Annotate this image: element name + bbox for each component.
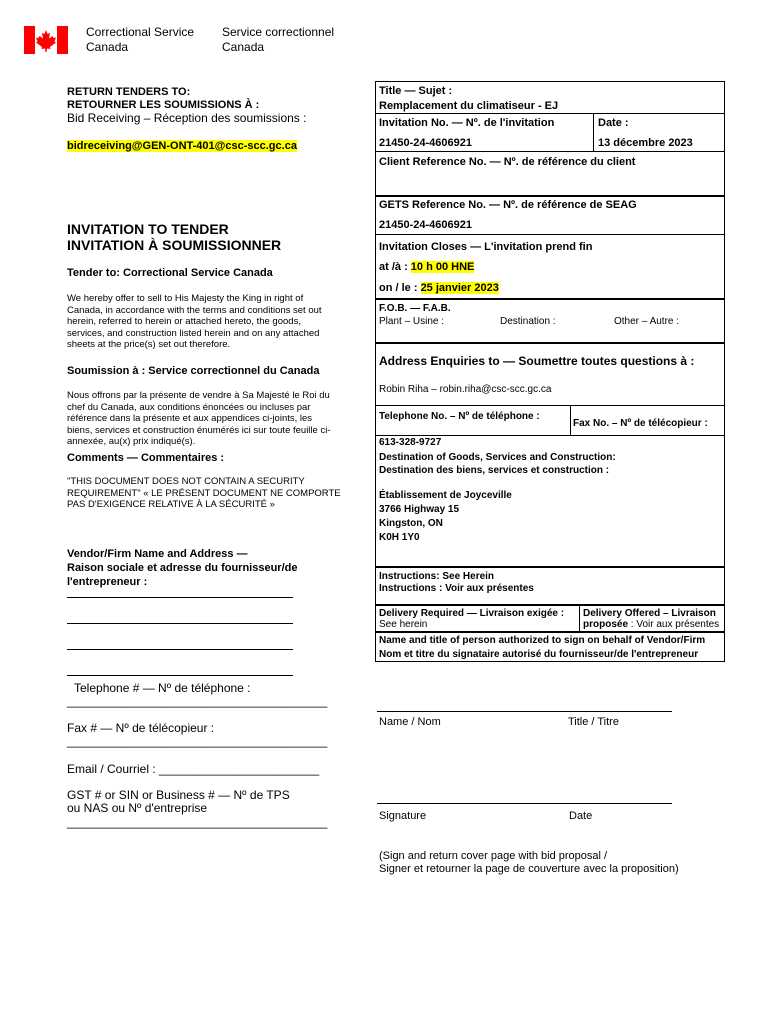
address-line: 3766 Highway 15	[379, 504, 460, 515]
closing-time-value: 10 h 00 HNE	[410, 261, 475, 273]
security-statement	[67, 476, 341, 511]
delivery-required-value: See herein	[379, 619, 428, 630]
comments-label: Comments — Commentaires :	[67, 452, 225, 464]
name-label: Name / Nom	[379, 716, 441, 728]
instructions-line2: Instructions : Voir aux présentes	[379, 583, 534, 594]
dept-name-fr	[222, 25, 334, 55]
address-line: Établissement de Joyceville	[379, 490, 512, 501]
sign-instructions-line1: (Sign and return cover page with bid proposal /	[379, 850, 608, 862]
delivery-offered-line2	[583, 619, 719, 631]
vendor-line: l'entrepreneur :	[67, 576, 148, 588]
return-tenders-en: RETURN TENDERS TO:	[67, 86, 191, 98]
bid-email[interactable]	[67, 139, 297, 153]
signature-label: Signature	[379, 810, 427, 822]
gets-label: GETS Reference No. — Nº. de référence de SEAG	[379, 199, 637, 211]
invitation-no-value: 21450-24-4606921	[379, 137, 472, 149]
authorized-line2: Nom et titre du signataire autorisé du fournisseur/de l'entrepreneur	[379, 649, 699, 660]
address-line: Kingston, ON	[379, 518, 443, 529]
delivery-offered-label: proposée	[583, 619, 629, 630]
vendor-line: Vendor/Firm Name and Address —	[67, 548, 248, 560]
offer-en-line: herein, referred to herein or attached hereto, the goods,	[67, 316, 301, 327]
tender-to: Tender to: Correctional Service Canada	[67, 267, 273, 279]
closing-date	[379, 281, 499, 295]
offer-fr	[67, 390, 330, 448]
offer-fr-line: chef du Canada, aux conditions énoncées ou incluses par	[67, 401, 311, 413]
fob-label: F.O.B. — F.A.B.	[379, 303, 451, 314]
dept-name-en	[86, 25, 194, 55]
vendor-address-line-4[interactable]	[67, 675, 293, 676]
telephone-field[interactable]: _______________________________________	[67, 694, 328, 708]
fax-no-label: Fax No. – Nº de télécopieur :	[573, 418, 708, 429]
client-ref-label: Client Reference No. — Nº. de référence du client	[379, 156, 636, 168]
other-label: Other – Autre :	[614, 316, 680, 327]
plant-label: Plant – Usine :	[379, 316, 445, 327]
destination-address	[379, 490, 512, 544]
soumission-to: Soumission à : Service correctionnel du Canada	[67, 365, 320, 377]
email-field[interactable]: Email / Courriel : ________________________	[67, 762, 320, 776]
invitation-no-label: Invitation No. — Nº. de l'invitation	[379, 117, 555, 129]
divider	[593, 113, 594, 151]
offer-fr-line: référence dans la présente et aux appendices ci-joints, les	[67, 413, 313, 424]
vendor-label	[67, 547, 297, 589]
offer-en	[67, 293, 322, 351]
dept-fr-line2: Canada	[222, 40, 265, 54]
gst-label-line1: GST # or SIN or Business # — Nº de TPS	[67, 788, 290, 802]
vendor-address-line-2[interactable]	[67, 623, 293, 624]
closes-label: Invitation Closes — L'invitation prend fin	[379, 241, 593, 253]
destination-line1: Destination of Goods, Services and Construction:	[379, 452, 616, 463]
dept-en-line2: Canada	[86, 40, 129, 54]
fax-field[interactable]: _______________________________________	[67, 734, 328, 748]
address-enquiries-label: Address Enquiries to — Soumettre toutes questions à :	[379, 354, 695, 368]
offer-fr-line: Nous offrons par la présente de vendre à Sa Majesté le Roi du	[67, 390, 330, 401]
telephone-label: Telephone # — Nº de téléphone :	[74, 681, 251, 695]
divider	[375, 113, 725, 114]
gst-field[interactable]: _______________________________________	[67, 815, 328, 829]
security-line: REQUIREMENT" « LE PRÉSENT DOCUMENT NE COMPORTE	[67, 487, 341, 499]
divider	[375, 405, 725, 406]
on-prefix: on / le :	[379, 282, 421, 294]
divider	[375, 151, 725, 152]
delivery-required-label: Delivery Required — Livraison exigée :	[379, 608, 565, 619]
signature-line[interactable]	[377, 803, 672, 804]
delivery-offered-value: : Voir aux présentes	[628, 619, 720, 630]
divider	[375, 435, 725, 436]
offer-en-line: We hereby offer to sell to His Majesty the King in right of	[67, 293, 304, 304]
closing-date-value: 25 janvier 2023	[420, 282, 499, 294]
offer-fr-line: annexée, au(x) prix indiqué(s).	[67, 436, 196, 447]
title-value: Remplacement du climatiseur - EJ	[379, 100, 559, 112]
vendor-address-line-3[interactable]	[67, 649, 293, 650]
title-field-label: Title / Titre	[568, 716, 619, 728]
canada-flag-icon	[24, 26, 68, 54]
offer-fr-line: biens, services et construction énumérés ici sur toute feuille ci-	[67, 424, 331, 436]
date-value: 13 décembre 2023	[598, 137, 693, 149]
divider	[375, 234, 725, 235]
vendor-address-line-1[interactable]	[67, 597, 293, 598]
divider	[579, 605, 580, 632]
authorized-line1: Name and title of person authorized to sign on behalf of Vendor/Firm	[379, 635, 706, 646]
signature-date-label: Date	[569, 810, 593, 822]
at-prefix: at /à :	[379, 261, 411, 273]
gst-label-line2: ou NAS ou Nº d'entreprise	[67, 801, 208, 815]
offer-en-line: sheets at the price(s) set out therefore.	[67, 339, 231, 350]
divider	[570, 405, 571, 435]
instructions-line1: Instructions: See Herein	[379, 571, 495, 582]
dept-fr-line1: Service correctionnel	[222, 25, 335, 39]
name-title-line[interactable]	[377, 711, 672, 712]
invitation-title-en: INVITATION TO TENDER	[67, 221, 229, 237]
telephone-no-label: Telephone No. – Nº de téléphone :	[379, 411, 540, 422]
address-line: K0H 1Y0	[379, 532, 420, 543]
invitation-title-fr: INVITATION À SOUMISSIONNER	[67, 237, 282, 253]
bid-receiving: Bid Receiving – Réception des soumissions :	[67, 111, 307, 125]
offer-en-line: Canada, in accordance with the terms and conditions set out	[67, 304, 322, 316]
offer-en-line: services, and construction listed herein and on any attached	[67, 327, 320, 339]
title-label: Title — Sujet :	[379, 85, 453, 97]
security-line: "THIS DOCUMENT DOES NOT CONTAIN A SECURITY	[67, 476, 305, 487]
return-tenders-fr: RETOURNER LES SOUMISSIONS À :	[67, 99, 260, 111]
destination-line2: Destination des biens, services et construction :	[379, 465, 610, 476]
fax-label: Fax # — Nº de télécopieur :	[67, 721, 215, 735]
closing-time	[379, 260, 474, 274]
contact-info[interactable]: Robin Riha – robin.riha@csc-scc.gc.ca	[379, 384, 552, 395]
bid-email-text[interactable]: bidreceiving@GEN-ONT-401@csc-scc.gc.ca	[67, 140, 297, 152]
sign-instructions-line2: Signer et retourner la page de couverture avec la proposition)	[379, 863, 679, 875]
date-label: Date :	[598, 117, 629, 129]
telephone-no-value: 613-328-9727	[379, 437, 442, 448]
vendor-line: Raison sociale et adresse du fournisseur/de	[67, 562, 298, 574]
gets-value: 21450-24-4606921	[379, 219, 472, 231]
delivery-offered-line1: Delivery Offered – Livraison	[583, 608, 716, 619]
destination-label: Destination :	[500, 316, 556, 327]
dept-en-line1: Correctional Service	[86, 25, 195, 39]
security-line: PAS D'EXIGENCE RELATIVE À LA SÉCURITÉ »	[67, 499, 275, 510]
